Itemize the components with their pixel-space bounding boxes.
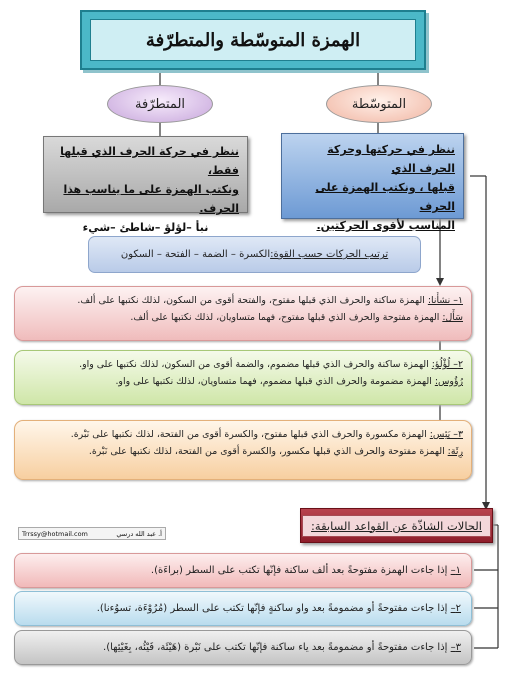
end-hamza-box	[43, 136, 248, 234]
rule-text: الهمزة مضمومة والحرف الذي قبلها مضموم، فهما متساويان، لذلك نكتبها على واو.	[115, 376, 435, 387]
rule-text: الهمزة مكسورة والحرف الذي قبلها مفتوح، والكسرة أقوى من الفتحة، لذلك نكتبها على نَبْرة.	[70, 429, 430, 440]
rule-word: ٢– لُؤْلُؤ:	[431, 359, 463, 370]
exception-text: إذا جاءت مفتوحةً أو مضمومةً بعد ياء ساكنة فإنّها تكتب على نَبْرة (هَيْئَة، فَيْئُه، بِغَيْئِها).	[103, 642, 451, 653]
rule-word: رِئَة:	[447, 446, 463, 457]
vowel-order-label: ترتيب الحركات حسب القوة:	[270, 249, 389, 260]
title-banner	[80, 10, 426, 70]
exception-number: ١–	[450, 565, 461, 576]
middle-box-line3: المناسب لأقوى الحركتين.	[316, 219, 455, 232]
exception-number: ٣–	[450, 642, 461, 653]
author-email: Trrssy@hotmail.com	[22, 529, 88, 538]
page-title: الهمزة المتوسّطة والمتطرّفة	[90, 19, 416, 61]
end-box-examples: نبأ –لؤلؤ –شاطئ –شيء	[82, 221, 209, 234]
vowel-order-value: الكسرة – الضمة – الفتحة – السكون	[120, 249, 271, 260]
middle-hamza-box	[281, 133, 464, 232]
rule-box-alif	[14, 286, 472, 341]
exception-row	[14, 630, 472, 665]
exception-row	[14, 591, 472, 626]
author-name: أ. عبد الله درسي	[116, 529, 162, 538]
exception-number: ٢–	[450, 603, 461, 614]
exceptions-header-label: الحالات الشاذّة عن القواعد السابقة:	[302, 515, 491, 537]
rule-text: الهمزة ساكنة والحرف الذي قبلها مفتوح، والفتحة أقوى من السكون، لذلك نكتبها على ألف.	[77, 295, 428, 306]
middle-box-line2: قبلها ، ونكتب الهمزة على الحرف	[315, 181, 455, 213]
rule-box-nabra	[14, 420, 472, 480]
end-box-line1: ننظر في حركة الحرف الذي قبلها فقط،	[60, 145, 239, 177]
rule-box-waw	[14, 350, 472, 405]
rule-text: الهمزة مفتوحة والحرف الذي قبلها مكسور، والكسرة أقوى من الفتحة، لذلك نكتبها على نَبْرة.	[88, 446, 448, 457]
vowel-order-box	[88, 236, 421, 273]
exception-row	[14, 553, 472, 588]
end-box-line2: ونكتب الهمزة على ما يناسب هذا الحرف.	[63, 183, 239, 215]
rule-word: ٣– يَئِس:	[429, 429, 463, 440]
exceptions-header	[300, 508, 493, 543]
middle-box-line1: ننظر في حركتها وحركة الحرف الذي	[327, 143, 455, 175]
rule-word: سَأَل:	[442, 312, 463, 323]
exception-text: إذا جاءت الهمزة مفتوحةً بعد ألف ساكنة فإنّها تكتب على السطر (براءَة).	[150, 565, 451, 576]
rule-word: رُؤُوس:	[434, 376, 463, 387]
oval-middle: المتوسّطة	[326, 85, 432, 123]
rule-text: الهمزة ساكنة والحرف الذي قبلها مضموم، والضمة أقوى من السكون، لذلك نكتبها على واو.	[79, 359, 432, 370]
rule-text: الهمزة مفتوحة والحرف الذي قبلها مفتوح، فهما متساويان، لذلك نكتبها على ألف.	[130, 312, 443, 323]
oval-end: المتطرّفة	[107, 85, 213, 123]
author-credit	[18, 527, 166, 540]
rule-word: ١– نشأْنا:	[427, 295, 463, 306]
exception-text: إذا جاءت مفتوحةً أو مضمومةً بعد واو ساكنةٍ فإنّها تكتب على السطر (مُرُوْءَة، تسوُءنا).	[96, 603, 451, 614]
